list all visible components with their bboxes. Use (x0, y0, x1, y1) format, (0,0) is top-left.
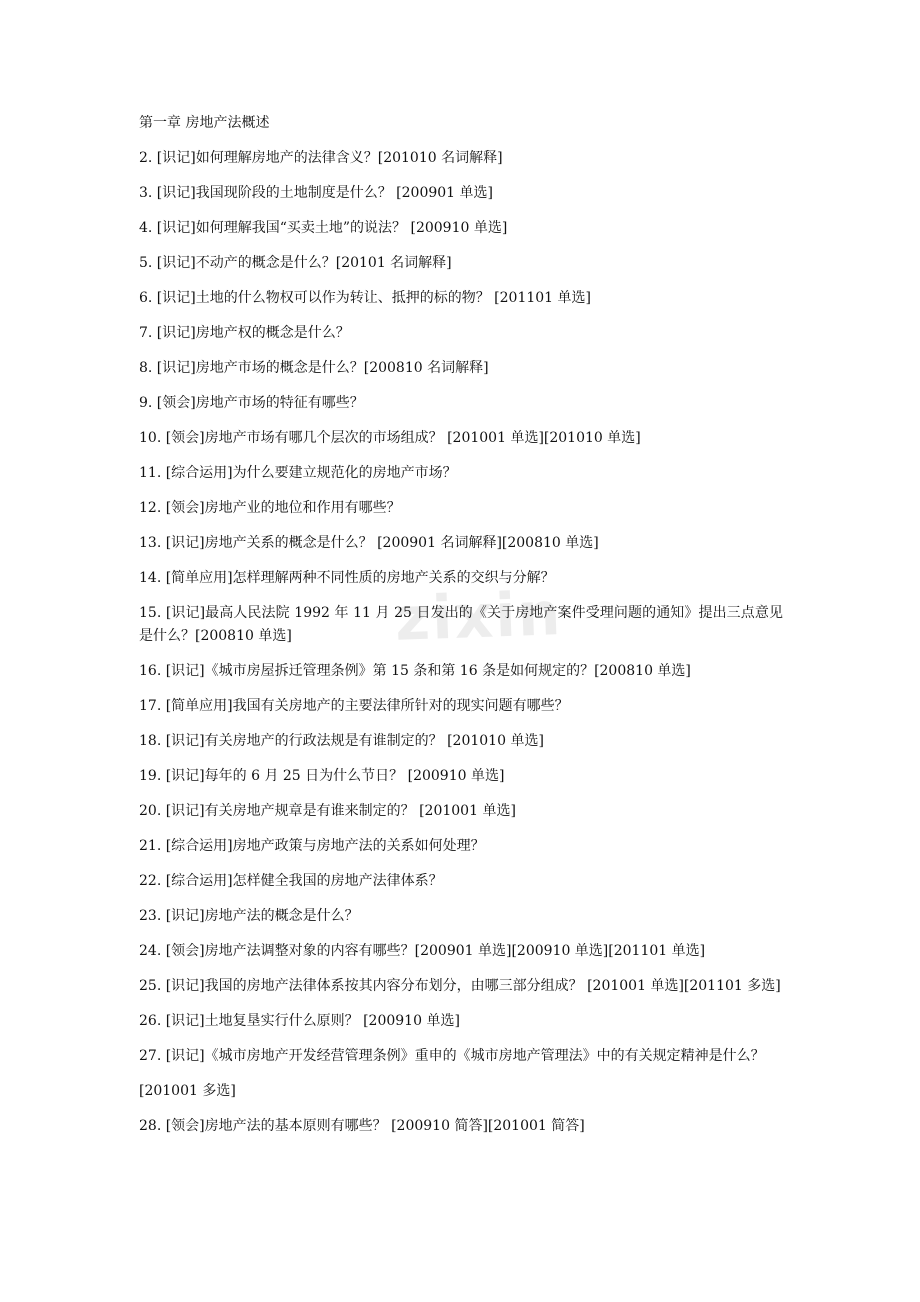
question-item: 8. [识记]房地产市场的概念是什么？[200810 名词解释] (139, 360, 489, 376)
question-item: 20. [识记]有关房地产规章是有谁来制定的？ [201001 单选] (139, 803, 516, 819)
question-item: 28. [领会]房地产法的基本原则有哪些？ [200910 简答][201001 简答] (139, 1118, 585, 1134)
question-item: 25. [识记]我国的房地产法律体系按其内容分布划分，由哪三部分组成？ [201001 单选][201101 多选] (139, 978, 781, 994)
question-item: 6. [识记]土地的什么物权可以作为转让、抵押的标的物？ [201101 单选] (139, 290, 591, 306)
question-item: 9. [领会]房地产市场的特征有哪些？ (139, 395, 364, 411)
question-item: 15. [识记]最高人民法院 1992 年 11 月 25 日发出的《关于房地产案件受理问题的通知》提出三点意见是什么？[200810 单选] (139, 605, 783, 644)
question-item: 18. [识记]有关房地产的行政法规是有谁制定的？ [201010 单选] (139, 733, 544, 749)
question-item: 17. [简单应用]我国有关房地产的主要法律所针对的现实问题有哪些？ (139, 698, 569, 714)
question-item: 27. [识记]《城市房地产开发经营管理条例》重申的《城市房地产管理法》中的有关规定精神是什么？ (139, 1048, 765, 1064)
question-item: 19. [识记]每年的 6 月 25 日为什么节日？ [200910 单选] (139, 768, 505, 784)
question-item: 13. [识记]房地产关系的概念是什么？ [200901 名词解释][200810 单选] (139, 535, 599, 551)
question-item: 10. [领会]房地产市场有哪几个层次的市场组成？ [201001 单选][201010 单选] (139, 430, 641, 446)
question-item: 4. [识记]如何理解我国“买卖土地”的说法？ [200910 单选] (139, 220, 508, 236)
chapter-title: 第一章 房地产法概述 (139, 115, 270, 131)
question-item: 24. [领会]房地产法调整对象的内容有哪些？[200901 单选][200910 单选][201101 单选] (139, 943, 706, 959)
question-item: 7. [识记]房地产权的概念是什么？ (139, 325, 350, 341)
question-item: 11. [综合运用]为什么要建立规范化的房地产市场？ (139, 465, 457, 481)
question-item: 2. [识记]如何理解房地产的法律含义？[201010 名词解释] (139, 150, 503, 166)
question-item: [201001 多选] (139, 1083, 236, 1099)
question-item: 3. [识记]我国现阶段的土地制度是什么？ [200901 单选] (139, 185, 493, 201)
question-item: 23. [识记]房地产法的概念是什么？ (139, 908, 359, 924)
question-item: 12. [领会]房地产业的地位和作用有哪些？ (139, 500, 401, 516)
document-content (139, 112, 783, 1150)
question-item: 16. [识记]《城市房屋拆迁管理条例》第 15 条和第 16 条是如何规定的？[200810 单选] (139, 663, 691, 679)
question-item: 14. [简单应用]怎样理解两种不同性质的房地产关系的交织与分解？ (139, 570, 555, 586)
question-item: 5. [识记]不动产的概念是什么？[20101 名词解释] (139, 255, 452, 271)
question-item: 21. [综合运用]房地产政策与房地产法的关系如何处理？ (139, 838, 485, 854)
watermark-text: zixin (393, 579, 564, 655)
question-item: 26. [识记]土地复垦实行什么原则？ [200910 单选] (139, 1013, 460, 1029)
question-item: 22. [综合运用]怎样健全我国的房地产法律体系？ (139, 873, 443, 889)
